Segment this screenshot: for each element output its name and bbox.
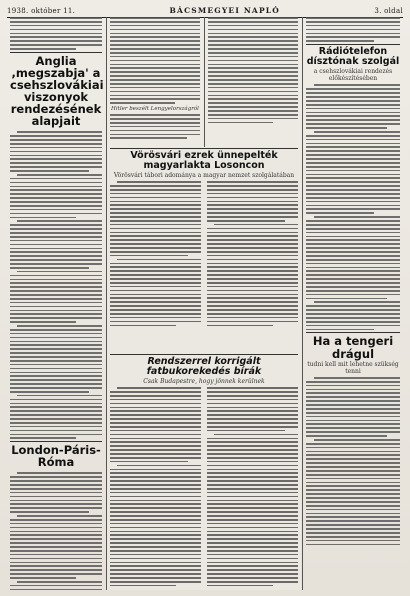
divider <box>306 332 400 333</box>
article-sub-rendszerrel: Csak Budapestre, hogy jönnek kerülnek <box>143 377 265 385</box>
article-headline-vorosvari: Vörösvári ezrek ünnepelték magyarlakta Losoncon <box>130 150 278 171</box>
divider <box>10 441 102 442</box>
article-headline-rendszerrel: Rendszerrel korrigált fatbukorekedés bírák <box>146 356 262 377</box>
columns <box>7 17 403 590</box>
text-block <box>306 17 400 42</box>
article-headline-london: London-Páris-Róma <box>11 443 101 470</box>
issue-date: 1938. október 11. <box>7 7 76 15</box>
article-body-vorosvari-right <box>207 181 298 328</box>
text-block <box>110 114 200 139</box>
text-block <box>110 17 200 104</box>
article-headline-tengeri: Ha a tengeri drágul <box>312 334 394 361</box>
article-vorosvari <box>107 147 301 365</box>
sub-caption: Hitler beszélt Lengyelországról <box>111 106 199 113</box>
article-body-rendszerrel-left <box>110 387 201 589</box>
article-headline-radiolint: Rádiótelefon dísztónak szolgál <box>306 46 400 68</box>
article-body-london <box>10 472 102 590</box>
article-sub-vorosvari: Vörösvári tábori adománya a magyar nemzet szolgálatában <box>113 171 295 179</box>
article-body-rendszerrel-right <box>207 387 298 589</box>
article-sub-tengeri: tudni kell mit lehetne szükség tenni <box>307 360 399 375</box>
text-block <box>10 17 102 50</box>
divider <box>110 148 298 149</box>
newspaper-title: BÁCSMEGYEI NAPLÓ <box>169 6 280 15</box>
column-1 <box>7 17 105 590</box>
divider <box>10 52 102 53</box>
article-body-rendszerrel <box>110 387 298 589</box>
article-body-anglia <box>10 131 102 439</box>
article-headline-anglia: Anglia ,megszabja' a csehszlovákiai viszonyok rendezésének alapjait <box>10 53 104 129</box>
column-4 <box>303 17 403 590</box>
article-body-tengeri <box>306 377 400 545</box>
text-block <box>208 17 298 123</box>
article-body-radiolint <box>306 84 400 330</box>
article-body-vorosvari-left <box>110 181 201 328</box>
article-rendszerrel <box>107 353 301 590</box>
article-sub-radiolint: a csehszlovákiai rendezés előkészítésében <box>313 68 393 83</box>
page-number: 3. oldal <box>374 7 403 15</box>
article-body-vorosvari <box>110 181 298 328</box>
divider <box>306 44 400 45</box>
divider <box>110 354 298 355</box>
